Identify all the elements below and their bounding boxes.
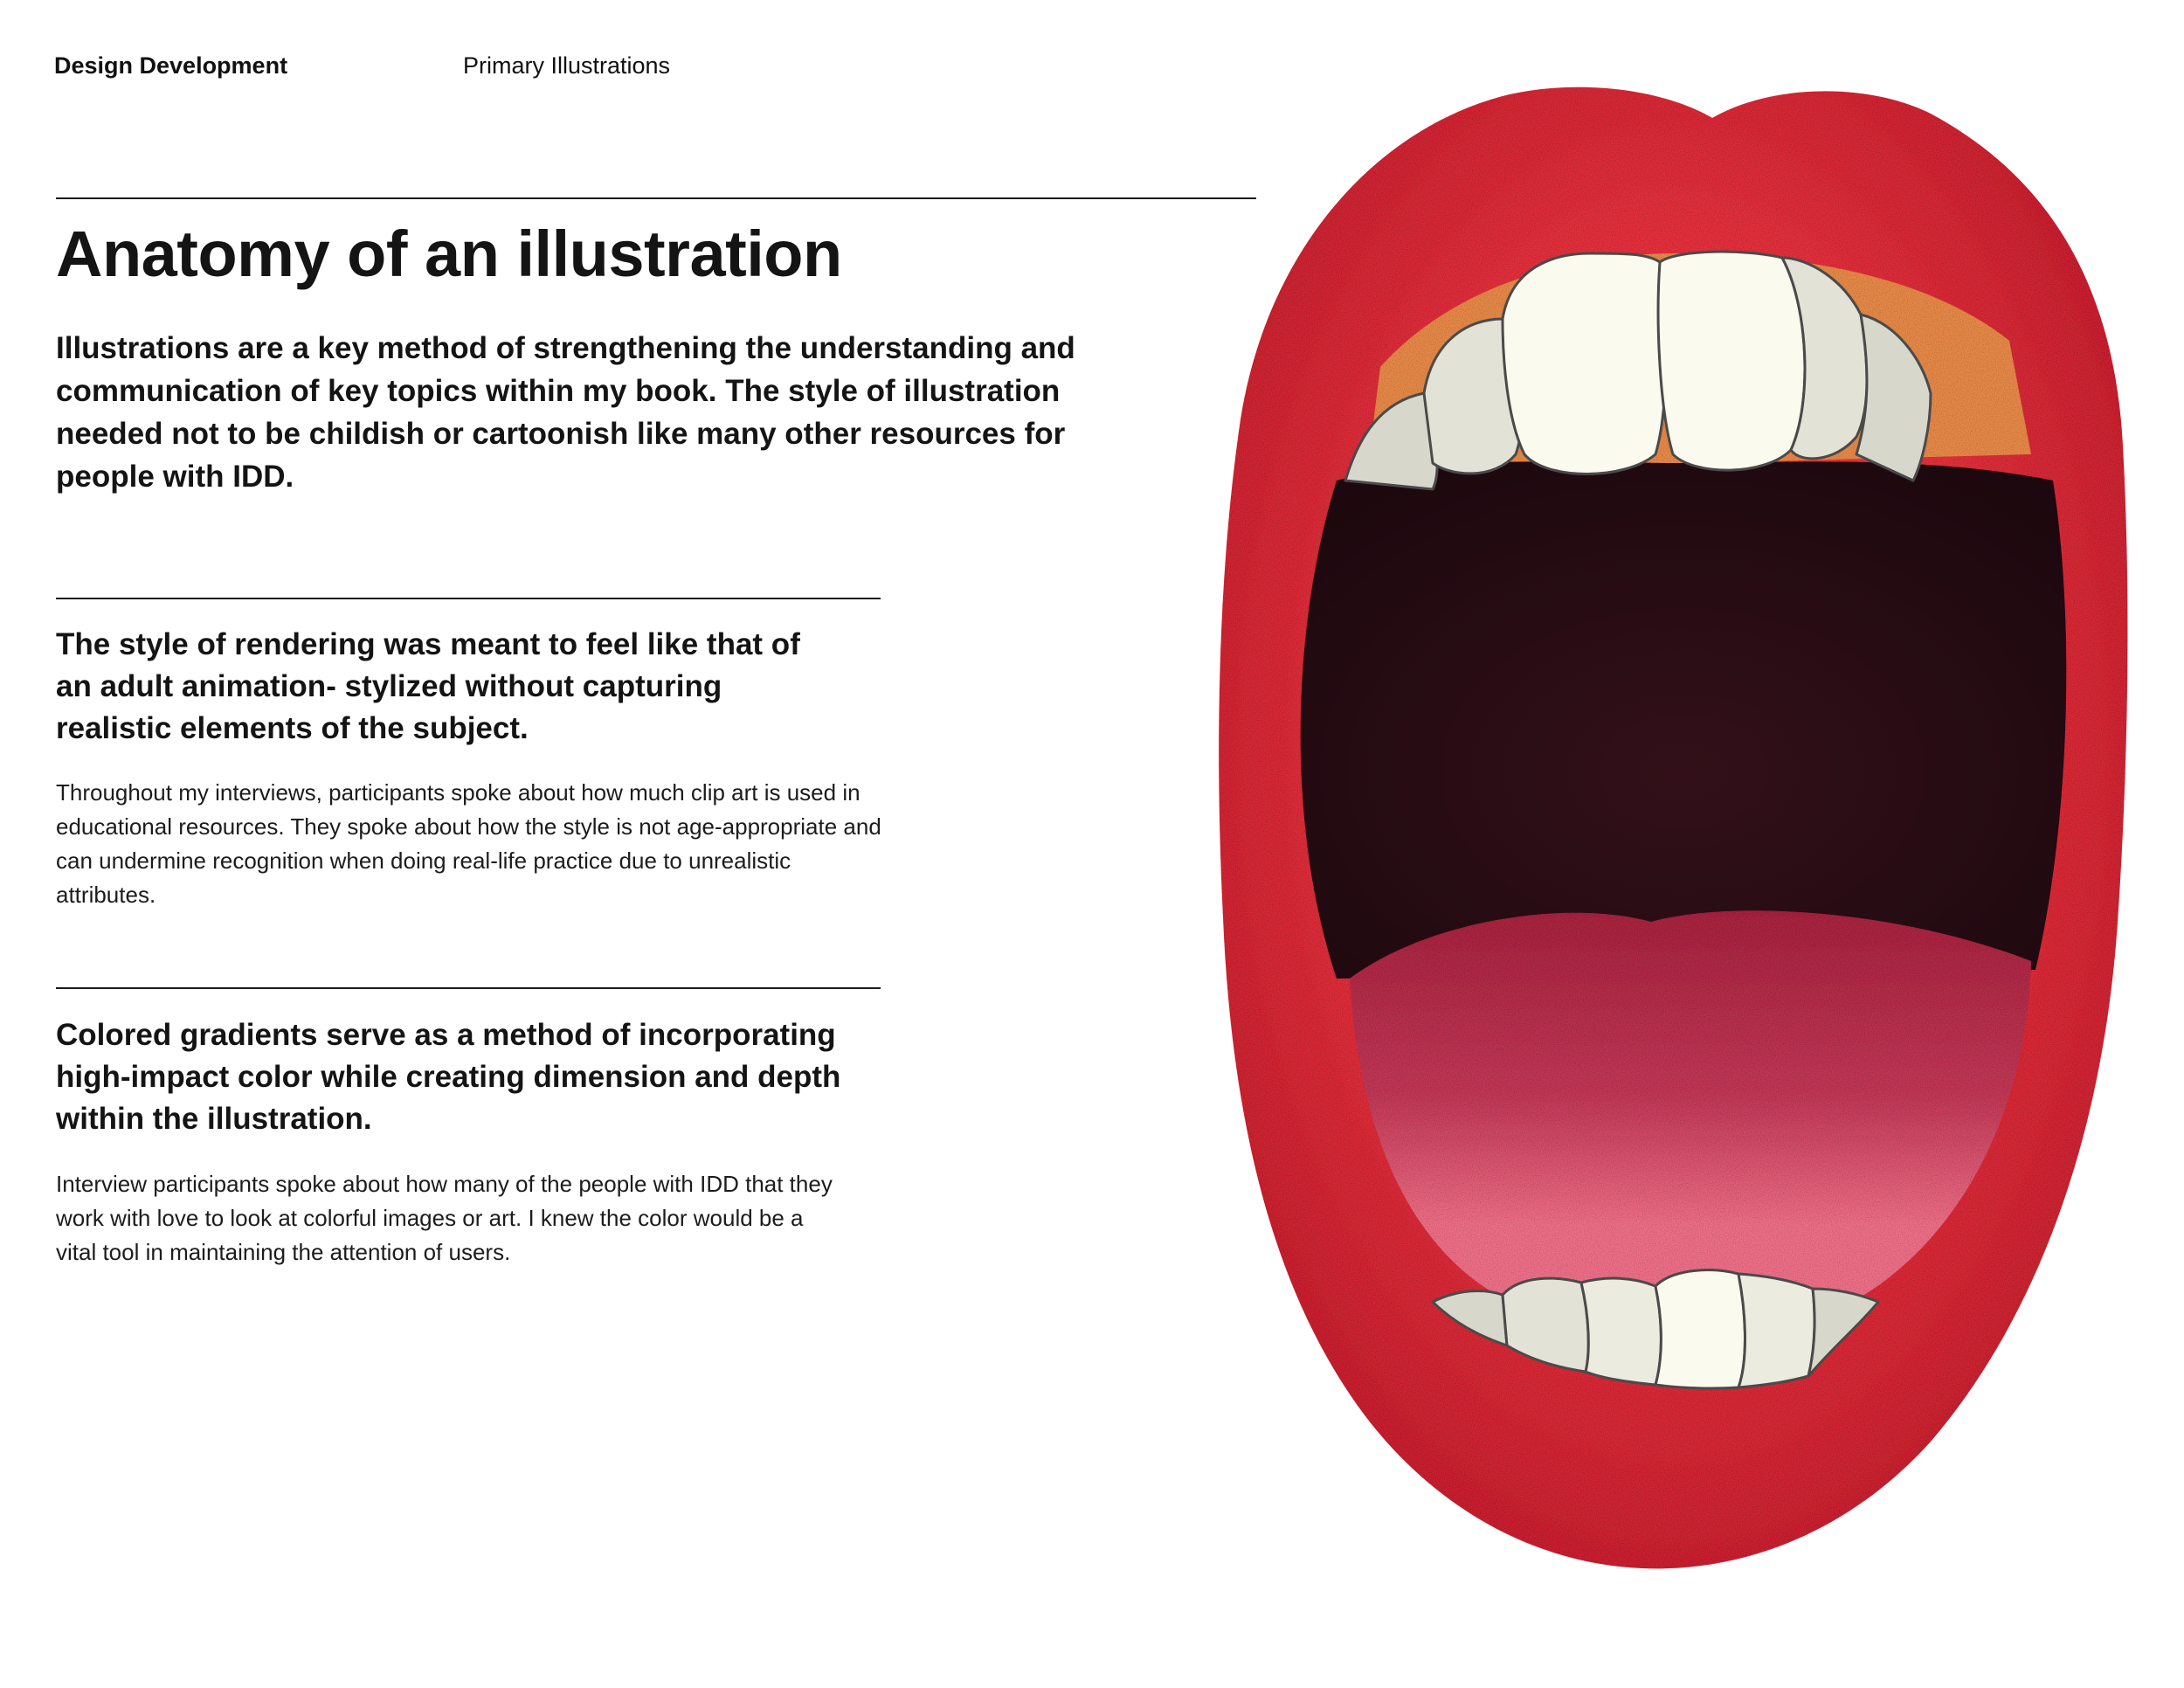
section-2-heading: Colored gradients serve as a method of incorporating high-impact color while creating dimension and depth within the illustration. xyxy=(56,1018,841,1136)
divider-section-2 xyxy=(56,987,881,989)
tooth xyxy=(1738,1274,1814,1387)
header-subsection-label: Primary Illustrations xyxy=(463,52,671,79)
intro-paragraph: Illustrations are a key method of strengthening the understanding and communication of key topics within my book. The style of illustration needed not to be childish or cartoonish like many other resources for people with IDD. xyxy=(56,331,1075,494)
divider-top xyxy=(56,197,1256,199)
header-section-label: Design Development xyxy=(54,52,288,79)
open-mouth-illustration xyxy=(1171,79,2158,1616)
section-1-heading: The style of rendering was meant to feel like that of an adult animation- stylized without capturing realistic elements of the subject. xyxy=(56,627,800,745)
section-2-body: Interview participants spoke about how many of the people with IDD that they work with love to look at colorful images or art. I knew the color would be a vital tool in maintaining the attention of users. xyxy=(56,1171,833,1265)
divider-section-1 xyxy=(56,598,881,599)
tooth xyxy=(1655,1270,1745,1388)
page-title: Anatomy of an illustration xyxy=(56,218,842,290)
tooth xyxy=(1503,253,1666,474)
section-1-body: Throughout my interviews, participants spoke about how much clip art is used in educational resources. They spoke about how the style is not age-appropriate and can undermine recognition when doing real-life practice due to unrealistic attributes. xyxy=(56,779,881,908)
mouth-interior xyxy=(1301,461,2067,979)
tooth xyxy=(1658,252,1805,470)
tooth xyxy=(1581,1278,1661,1385)
